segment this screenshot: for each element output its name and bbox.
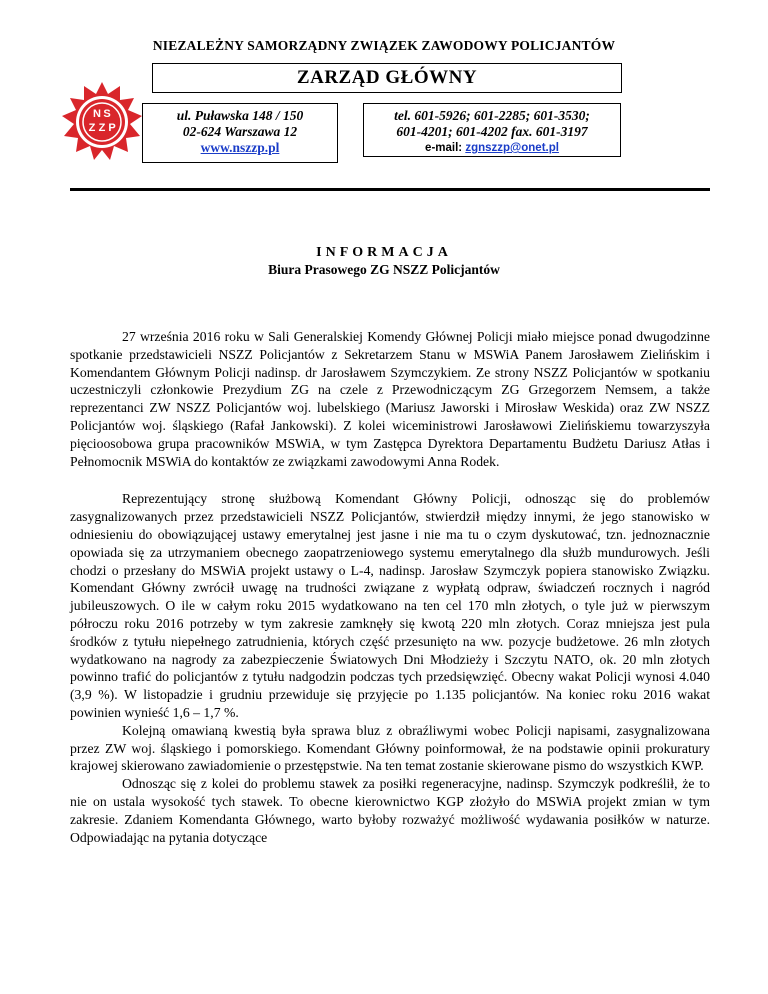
website-link[interactable]: www.nszzp.pl — [200, 140, 280, 155]
board-title: ZARZĄD GŁÓWNY — [152, 63, 622, 93]
email-link[interactable]: zgnszzp@onet.pl — [465, 142, 559, 154]
phones-line-1: tel. 601-5926; 601-2285; 601-3530; — [394, 108, 590, 123]
paragraph: 27 września 2016 roku w Sali Generalskiej Komendy Głównej Policji miało miejsce ponad dwugodzinne spotkanie przedstawicieli NSZZ Policjantów z Sekretarzem Stanu w MSWiA Panem Jarosławem Zielińskim i Komendantem Głównym Policji nadinsp. dr Jarosławem Szymczykiem. Ze strony NSZZ Policjantów w spotkaniu uczestniczyli członkowie Prezydium ZG na czele z Przewodniczącym ZG Grzegorzem Nemsem, a także reprezentanci ZW NSZZ Policjantów woj. lubelskiego (Mariusz Jaworski i Mirosław Weskida) oraz ZW NSZZ Policjantów woj. śląskiego (Rafał Jankowski). Z kolei wiceministrowi Jarosławowi Zielińskiemu towarzyszyła pięcioosobowa grupa pracowników MSWiA, w tym Zastępca Dyrektora Departamentu Budżetu Dariusz Atłas i Pełnomocnik MSWiA do kontaktów ze związkami zawodowymi Anna Rodek. — [70, 329, 710, 469]
address-city: 02-624 Warszawa 12 — [182, 124, 298, 139]
header-divider — [70, 188, 710, 191]
document-heading: INFORMACJA — [316, 245, 452, 260]
contact-box — [363, 103, 621, 157]
nszzp-logo — [60, 80, 144, 164]
logo-star-icon — [62, 82, 142, 160]
logo-letter: Z — [88, 122, 96, 134]
paragraph: Odnosząc się z kolei do problemu stawek za posiłki regeneracyjne, nadinsp. Szymczyk podkreślił, że to nie on ustala wysokość tych stawek. To obecne kierownictwo KGP złożyło do MSWiA projekt zmian w tym zakresie. Zdaniem Komendanta Głównego, warto byłoby rozważyć możliwość wydawania posiłków w naturze. Odpowiadając na pytania dotyczące — [70, 776, 710, 845]
logo-letter: S — [103, 108, 111, 120]
organization-name: NIEZALEŻNY SAMORZĄDNY ZWIĄZEK ZAWODOWY POLICJANTÓW — [152, 38, 616, 53]
logo-letter: P — [108, 122, 116, 134]
address-street: ul. Puławska 148 / 150 — [176, 108, 304, 123]
paragraph: Reprezentujący stronę służbową Komendant Główny Policji, odnosząc się do problemów zasygnalizowanych przez przedstawicieli NSZZ Policjantów, stwierdził między innymi, że jego stanowisko w odniesieniu do obowiązującej ustawy emerytalnej jest jasne i nie ma tu o czym dyskutować, tzn. jednoznacznie opowiada się za utrzymaniem obecnego zaopatrzeniowego systemu emerytalnego dla służb mundurowych. Jeśli chodzi o przesłany do MSWiA projekt ustawy o L-4, nadinsp. Jarosław Szymczyk popiera stanowisko Związku. Komendant Główny zwrócił uwagę na trudności związane z wypłatą odpraw, świadczeń rocznych i nagród jubileuszowych. O ile w całym roku 2015 wydatkowano na ten cel 170 mln złotych, o tyle już w pierwszym półroczu roku 2016 potrzeby w tym zakresie zamknęły się kwotą 220 mln złotych. Coraz mniejsza jest pula środków z tytułu niepełnego zatrudnienia, których część przesunięto na ww. pozycje budżetowe. 26 mln złotych wydatkowano na nagrody za zabezpieczenie Światowych Dni Młodzieży i Szczytu NATO, ok. 20 mln złotych powinno trafić do policjantów z tytułu nadgodzin podczas tych przedsięwzięć. Obecny wakat Policji wynosi 4.040 (3,9 %). W listopadzie i grudniu przewiduje się przyjęcie po 1.135 policjantów. Na koniec roku 2016 wakat powinien wynieść 1,6 – 1,7 %. — [70, 491, 710, 720]
phones-line-2: 601-4201; 601-4202 fax. 601-3197 — [396, 124, 588, 139]
logo-letter: Z — [98, 122, 106, 134]
email-label: e-mail: — [425, 142, 466, 154]
body-text — [70, 328, 710, 846]
paragraph: Kolejną omawianą kwestią była sprawa bluz z obraźliwymi wobec Policji napisami, zasygnalizowana przez ZW woj. śląskiego i pomorskiego. Komendant Główny poinformował, że na podstawie opinii prokuratury krajowej skierowano zawiadomienie o przestępstwie. Na ten temat zostanie skierowane pismo do wszystkich KWP. — [70, 722, 710, 774]
logo-letter: N — [93, 108, 101, 120]
address-box — [142, 103, 338, 163]
document-subheading: Biura Prasowego ZG NSZZ Policjantów — [268, 262, 500, 277]
